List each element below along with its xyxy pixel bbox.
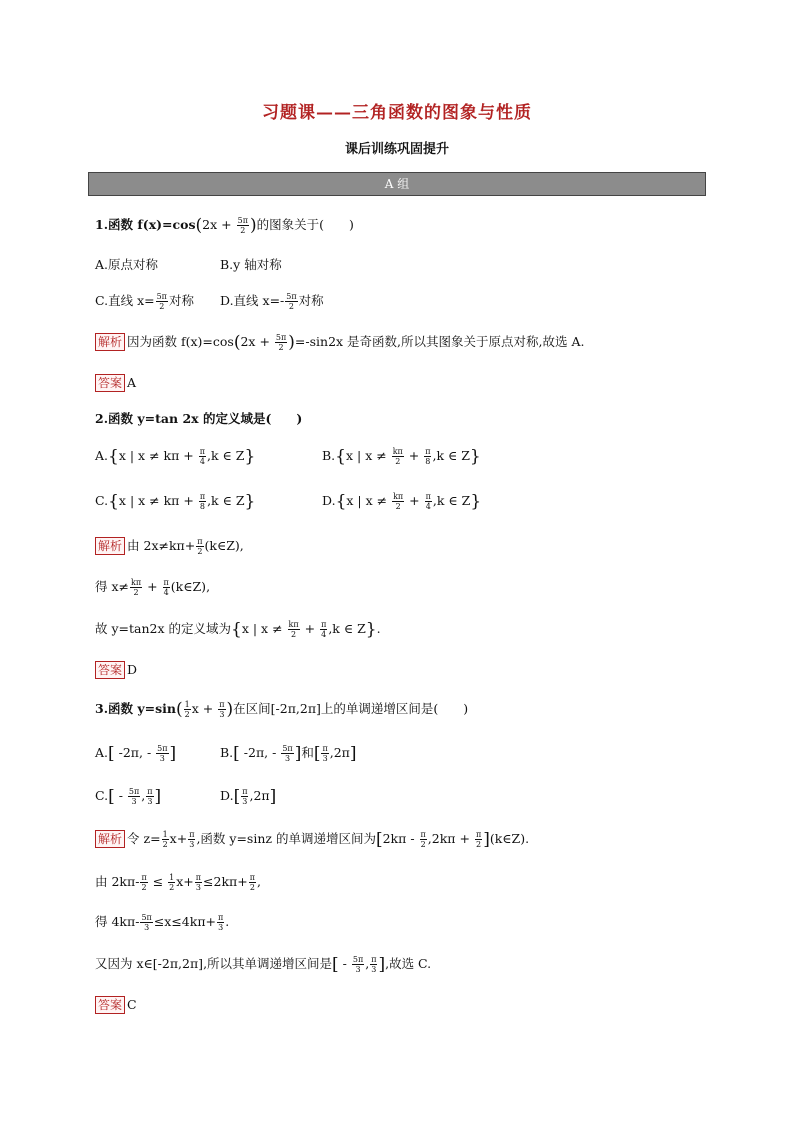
- answer-tag: 答案: [95, 661, 125, 679]
- analysis-tag: 解析: [95, 333, 125, 351]
- q3-option-b: B.[ -2π, - $\frac{5\pi}{3}$ ]和[ $\frac{\pi}{3}$ ,2π]: [220, 743, 357, 764]
- q1-option-d: D.直线 x=- $\frac{5\pi}{2}$ 对称: [220, 292, 324, 311]
- q3-answer: 答案 C: [95, 996, 137, 1014]
- q2-analysis-line3: 故 y=tan2x 的定义域为{x | x ≠ $\frac{k\pi}{2}$ + $\frac{\pi}{4}$ ,k ∈ Z}.: [95, 619, 381, 640]
- answer-tag: 答案: [95, 996, 125, 1014]
- q2-answer: 答案 D: [95, 661, 137, 679]
- q2-option-b: B.{x | x ≠ $\frac{k\pi}{2}$ + $\frac{\pi}{8}$ ,k ∈ Z}: [322, 446, 481, 467]
- q1-option-b: B.y 轴对称: [220, 257, 282, 272]
- q1-analysis: 解析 因为函数 f(x)=cos(2x + $\frac{5\pi}{2}$ )=-sin2x 是奇函数,所以其图象关于原点对称,故选 A.: [95, 333, 584, 352]
- fraction: $\frac{5\pi}{2}$: [237, 216, 248, 235]
- group-header-bar: A 组: [88, 172, 706, 196]
- q2-option-a: A.{x | x ≠ kπ + $\frac{\pi}{4}$ ,k ∈ Z}: [95, 446, 256, 467]
- q3-analysis-line2: 由 2kπ- $\frac{\pi}{2}$ ≤ $\frac{1}{2}$ x+ $\frac{\pi}{3}$ ≤2kπ+ $\frac{\pi}{2}$ ,: [95, 873, 261, 892]
- page-title: 习题课——三角函数的图象与性质: [262, 103, 532, 123]
- q3-analysis: 解析 令 z= $\frac{1}{2}$ x+ $\frac{\pi}{3}$ ,函数 y=sinz 的单调递增区间为[2kπ - $\frac{\pi}{2}$ ,2kπ + $\frac{\pi}{2}$ ](k∈Z).: [95, 830, 529, 849]
- page-subtitle: 课后训练巩固提升: [344, 142, 449, 157]
- q2-stem: 2.函数 y=tan 2x 的定义域是( ): [95, 411, 303, 426]
- q3-option-d: D.[ $\frac{\pi}{3}$ ,2π]: [220, 786, 277, 807]
- q3-option-a: A.[ -2π, - $\frac{5\pi}{3}$ ]: [95, 743, 177, 764]
- answer-tag: 答案: [95, 374, 125, 392]
- q3-analysis-line3: 得 4kπ- $\frac{5\pi}{3}$ ≤x≤4kπ+ $\frac{\pi}{3}$ .: [95, 913, 230, 932]
- q2-option-c: C.{x | x ≠ kπ + $\frac{\pi}{8}$ ,k ∈ Z}: [95, 491, 256, 512]
- q2-option-d: D.{x | x ≠ $\frac{k\pi}{2}$ + $\frac{\pi}{4}$ ,k ∈ Z}: [322, 491, 482, 512]
- q1-option-c: C.直线 x= $\frac{5\pi}{2}$ 对称: [95, 292, 194, 311]
- q1-option-a: A.原点对称: [95, 257, 159, 272]
- q3-option-c: C.[ - $\frac{5\pi}{3}$ , $\frac{\pi}{3}$ ]: [95, 786, 162, 807]
- q2-analysis-line2: 得 x≠ $\frac{k\pi}{2}$ + $\frac{\pi}{4}$ (k∈Z),: [95, 578, 211, 597]
- q1-answer: 答案 A: [95, 374, 136, 392]
- q2-analysis: 解析 由 2x≠kπ+ $\frac{\pi}{2}$ (k∈Z),: [95, 537, 244, 556]
- analysis-tag: 解析: [95, 537, 125, 555]
- q3-analysis-line4: 又因为 x∈[-2π,2π],所以其单调递增区间是[ - $\frac{5\pi}{3}$ , $\frac{\pi}{3}$ ],故选 C.: [95, 954, 432, 975]
- q1-stem: 1.函数 f(x)=cos(2x + $\frac{5\pi}{2}$ )的图象关于( ): [95, 215, 354, 236]
- analysis-tag: 解析: [95, 830, 125, 848]
- q3-stem: 3.函数 y=sin( $\frac{1}{2}$ x + $\frac{\pi}{3}$ )在区间[-2π,2π]上的单调递增区间是( ): [95, 699, 469, 720]
